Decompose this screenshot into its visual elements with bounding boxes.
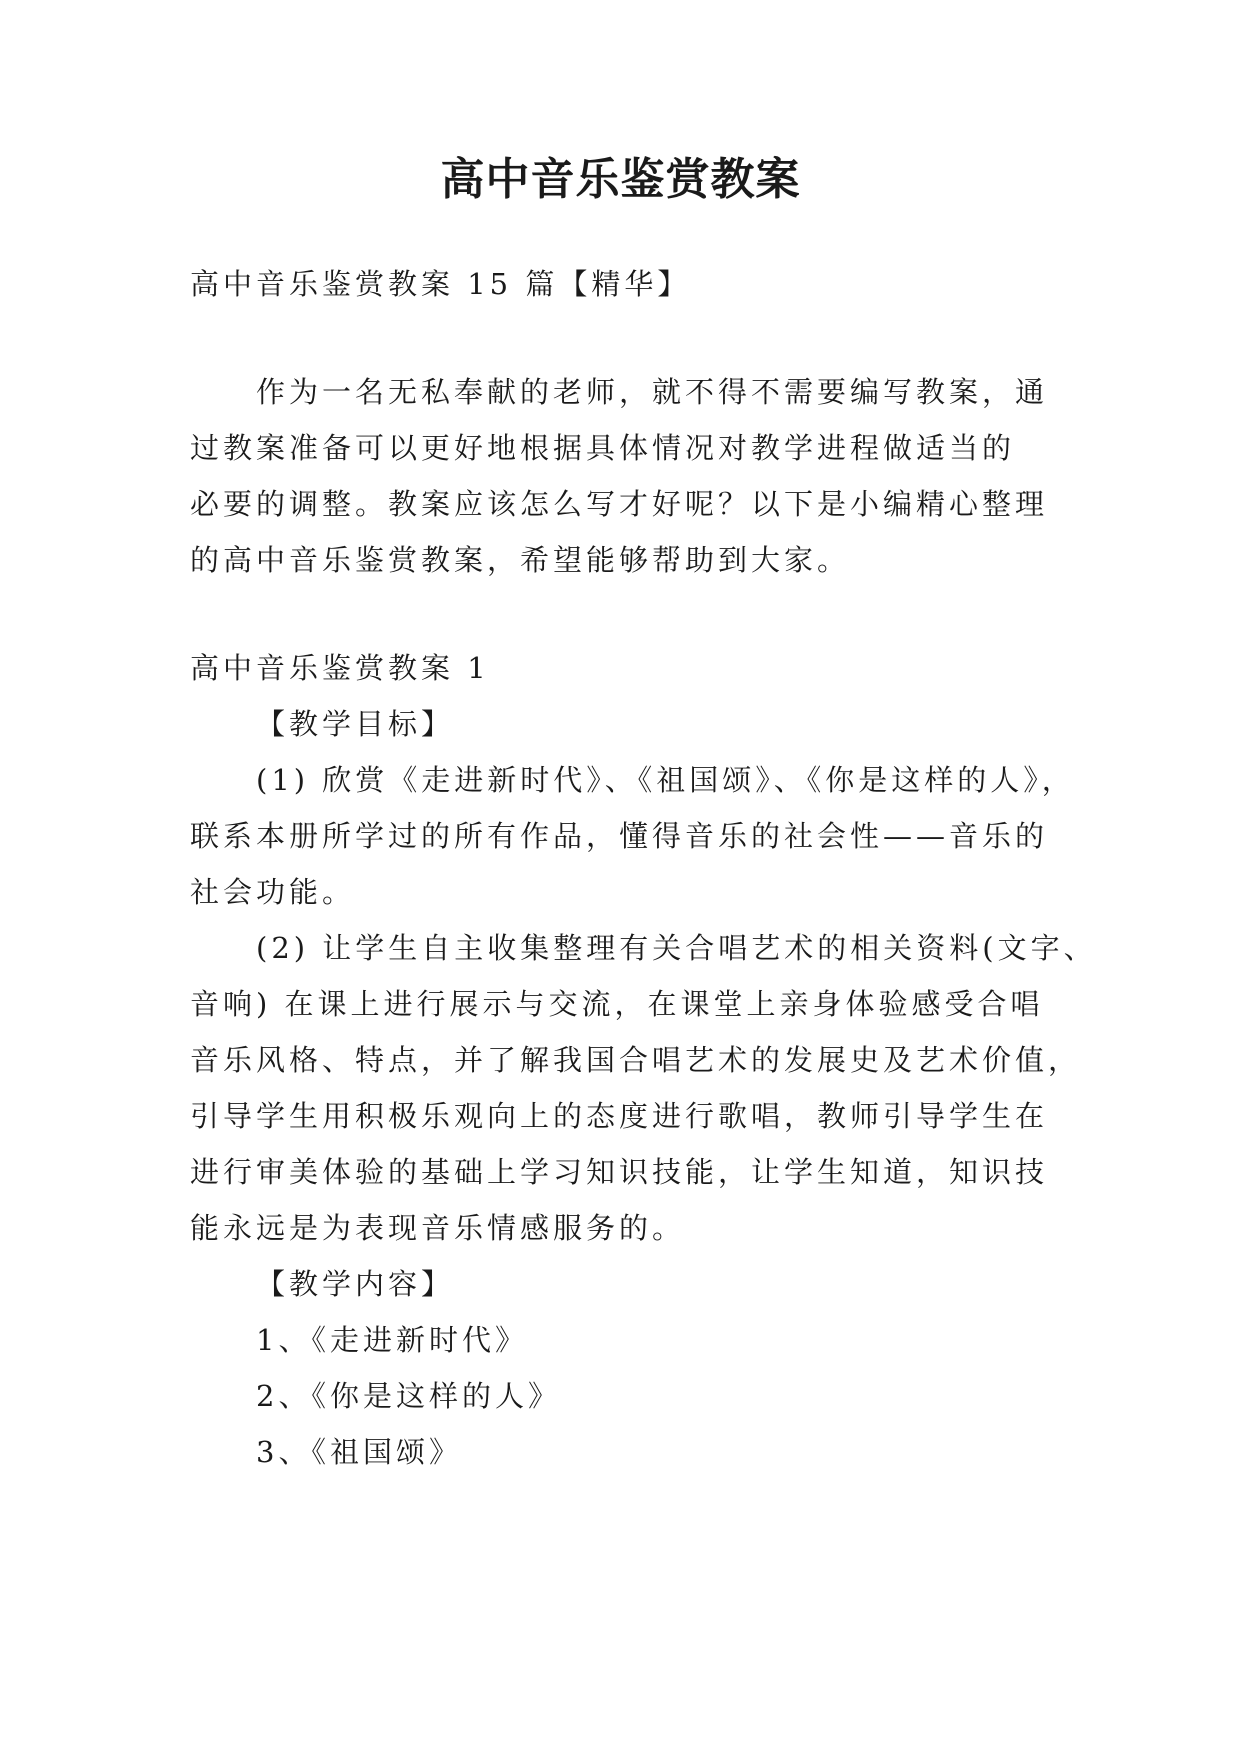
content-item-1: 1、《走进新时代》 — [256, 1323, 528, 1357]
intro-line-4: 的高中音乐鉴赏教案，希望能够帮助到大家。 — [190, 543, 851, 577]
objective2-line-3: 音乐风格、特点，并了解我国合唱艺术的发展史及艺术价值， — [190, 1043, 1082, 1077]
content-item-2: 2、《你是这样的人》 — [256, 1379, 561, 1413]
objective1-line-1: (1) 欣赏《走进新时代》、《祖国颂》、《你是这样的人》， — [256, 763, 1075, 797]
objective2-line-4: 引导学生用积极乐观向上的态度进行歌唱，教师引导学生在 — [190, 1099, 1049, 1133]
objective2-line-2: 音响) 在课上进行展示与交流，在课堂上亲身体验感受合唱 — [190, 987, 1044, 1021]
intro-line-1: 作为一名无私奉献的老师，就不得不需要编写教案，通 — [256, 375, 1049, 409]
objective2-line-1: (2) 让学生自主收集整理有关合唱艺术的相关资料(文字、 — [256, 931, 1097, 965]
content-heading: 【教学内容】 — [256, 1267, 455, 1301]
intro-line-2: 过教案准备可以更好地根据具体情况对教学进程做适当的 — [190, 431, 1016, 465]
objective2-line-5: 进行审美体验的基础上学习知识技能，让学生知道，知识技 — [190, 1155, 1049, 1189]
objective2-line-6: 能永远是为表现音乐情感服务的。 — [190, 1211, 686, 1245]
objectives-heading: 【教学目标】 — [256, 707, 455, 741]
content-item-3: 3、《祖国颂》 — [256, 1435, 462, 1469]
section-heading: 高中音乐鉴赏教案 1 — [190, 651, 490, 685]
intro-line-3: 必要的调整。教案应该怎么写才好呢？以下是小编精心整理 — [190, 487, 1049, 521]
objective1-line-3: 社会功能。 — [190, 875, 356, 909]
document-title: 高中音乐鉴赏教案 — [440, 154, 801, 205]
objective1-line-2: 联系本册所学过的所有作品，懂得音乐的社会性——音乐的 — [190, 819, 1049, 853]
document-subtitle: 高中音乐鉴赏教案 15 篇【精华】 — [190, 267, 691, 301]
